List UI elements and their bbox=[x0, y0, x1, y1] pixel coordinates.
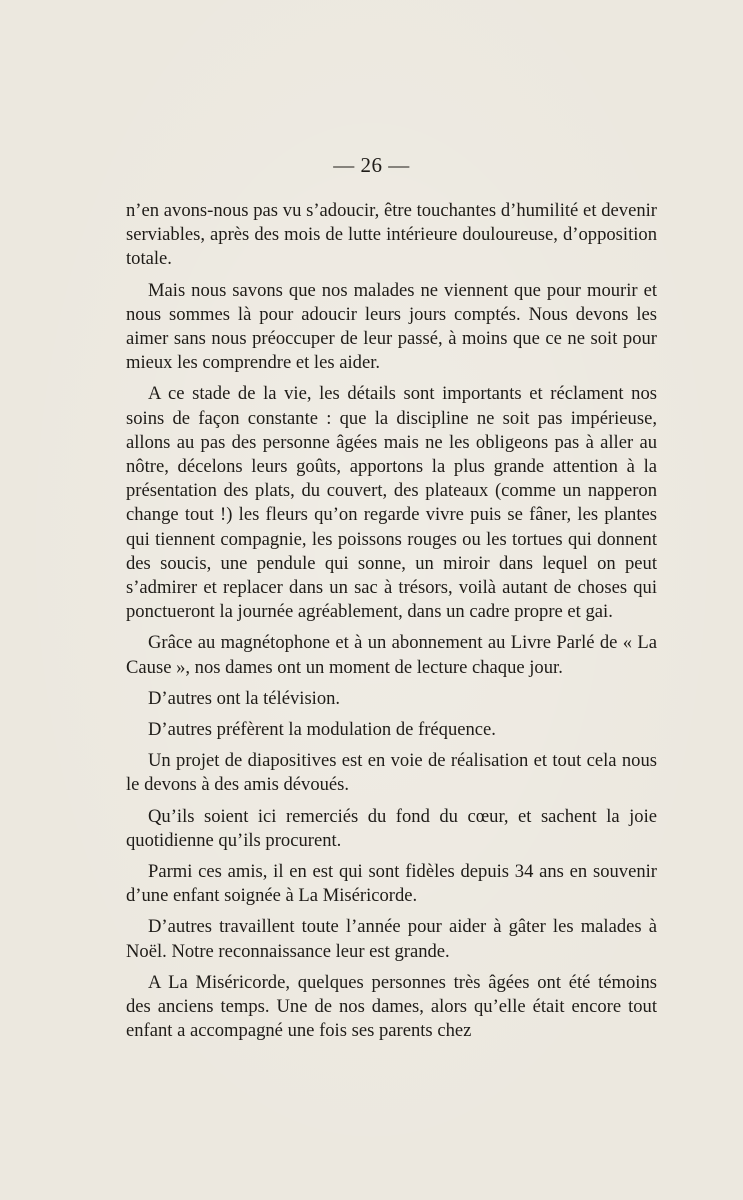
paragraph-7: Un projet de diapositives est en voie de réalisation et tout cela nous le devons à des amis dévoués. bbox=[126, 750, 657, 796]
paragraph-1: n’en avons-nous pas vu s’adoucir, être touchantes d’humilité et devenir serviables, après des mois de lutte intérieure douloureuse, d’opposition totale. bbox=[126, 200, 657, 270]
paragraph-6: D’autres préfèrent la modulation de fréquence. bbox=[148, 719, 496, 741]
paragraph-8: Qu’ils soient ici remerciés du fond du cœur, et sachent la joie quotidienne qu’ils procurent. bbox=[126, 805, 657, 851]
page-number: — 26 — bbox=[333, 153, 410, 177]
paragraph-4: Grâce au magnétophone et à un abonnement au Livre Parlé de « La Cause », nos dames ont un moment de lecture chaque jour. bbox=[126, 632, 657, 678]
paragraph-2: Mais nous savons que nos malades ne viennent que pour mourir et nous sommes là pour adoucir leurs jours comptés. Nous devons les aimer sans nous préoccuper de leur passé, à moins que ce ne soit pour mieux les comprendre et les aider. bbox=[126, 279, 657, 374]
paragraph-11: A La Miséricorde, quelques personnes très âgées ont été témoins des anciens temps. Une de nos dames, alors qu’elle était encore tout enfant a accompagné une fois ses parents chez bbox=[126, 971, 657, 1042]
paragraph-10: D’autres travaillent toute l’année pour aider à gâter les malades à Noël. Notre reconnaissance leur est grande. bbox=[126, 916, 657, 962]
body-text bbox=[126, 199, 657, 1051]
paragraph-9: Parmi ces amis, il en est qui sont fidèles depuis 34 ans en souvenir d’une enfant soignée à La Miséricorde. bbox=[126, 861, 657, 907]
paragraph-5: D’autres ont la télévision. bbox=[148, 687, 341, 709]
paragraph-3: A ce stade de la vie, les détails sont importants et réclament nos soins de façon constante : que la discipline ne soit pas impérieuse, allons au pas des personne âgées mais ne les obligeons pas à aller au nôtre, décelons leurs goûts, apportons la plus grande attention à la présentation des plats, du couvert, des plateaux (comme un napperon change tout !) les fleurs qu’on regarde vivre puis se fâner, les plantes qui tiennent compagnie, les poissons rouges ou les tortues qui donnent des soucis, une pendule qui sonne, un miroir dans lequel on peut s’admirer et replacer dans un sac à trésors, voilà autant de choses qui ponctueront la journée agréablement, dans un cadre propre et gai. bbox=[126, 383, 657, 623]
